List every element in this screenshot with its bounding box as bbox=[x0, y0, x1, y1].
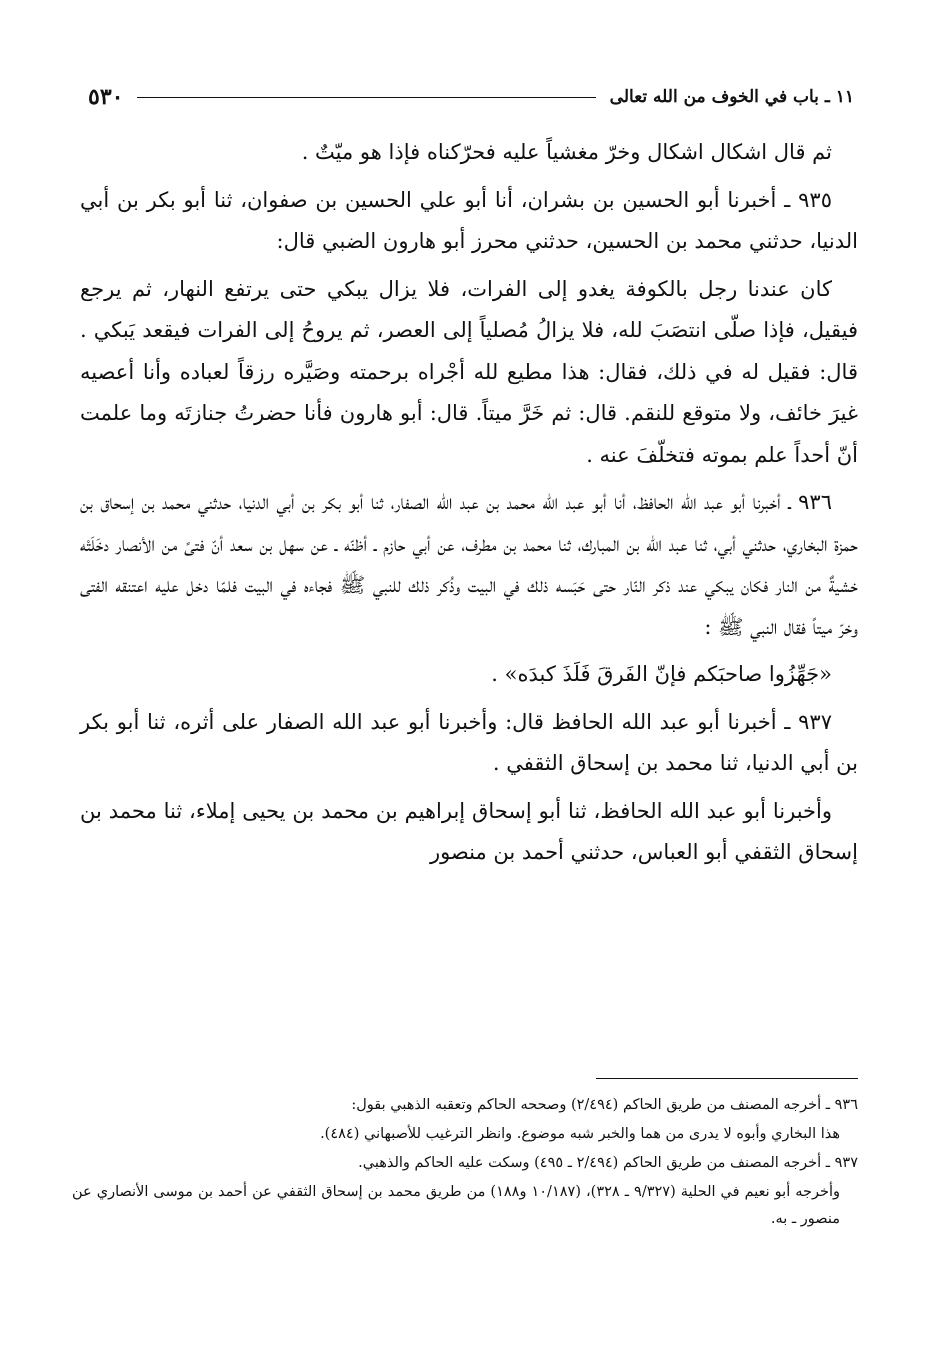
footnotes bbox=[72, 1092, 858, 1235]
hadith-937: ٩٣٧ ـ أخبرنا أبو عبد الله الحافظ قال: وأخبرنا أبو عبد الله الصفار على أثره، ثنا أبو بكر بن أبي الدنيا، ثنا محمد بن إسحاق الثقفي . bbox=[80, 709, 858, 775]
paragraph: وأخبرنا أبو عبد الله الحافظ، ثنا أبو إسحاق إبراهيم بن محمد بن يحيى إملاء، ثنا محمد بن إسحاق الثقفي أبو العباس، حدثني أحمد بن منصور bbox=[80, 798, 858, 864]
footnote-separator bbox=[596, 1078, 858, 1079]
prophetic-quote: «جَهِّزُوا صاحبَكم فإنّ الفَرقَ فَلَذَ كبدَه» . bbox=[491, 662, 832, 686]
chapter-title: ١١ ـ باب في الخوف من الله تعالى bbox=[609, 87, 854, 107]
hadith-935: ٩٣٥ ـ أخبرنا أبو الحسين بن بشران، أنا أبو علي الحسين بن صفوان، ثنا أبو بكر بن أبي الدنيا، حدثني محمد بن الحسين، حدثني محرز أبو هارون الضبي قال: bbox=[80, 187, 858, 253]
footnote-937-line-2: وأخرجه أبو نعيم في الحلية (٩/٣٢٧ ـ ٣٢٨)، (١٠/١٨٧ و١٨٨) من طريق محمد بن إسحاق الثقفي عن أحمد بن موسى الأنصاري عن منصور ـ به. bbox=[72, 1184, 840, 1227]
header-rule bbox=[137, 97, 595, 98]
main-text bbox=[80, 132, 858, 880]
footnote-936-line-2: هذا البخاري وأبوه لا يدرى من هما والخبر شبه موضوع. وانظر الترغيب للأصبهاني (٤٨٤). bbox=[320, 1126, 840, 1142]
footnote-937-line-1: ٩٣٧ ـ أخرجه المصنف من طريق الحاكم (٢/٤٩٤ ـ ٤٩٥) وسكت عليه الحاكم والذهبي. bbox=[358, 1155, 858, 1171]
footnote-936-line-1: ٩٣٦ ـ أخرجه المصنف من طريق الحاكم (٢/٤٩٤) وصححه الحاكم وتعقبه الذهبي بقول: bbox=[351, 1097, 858, 1113]
hadith-936: ٩٣٦ ـ أخبرنا أبو عبد الله الحافظ، أنا أبو عبد الله محمد بن عبد الله الصفار، ثنا أبو بكر بن أبي الدنيا، حدثني محمد بن إسحاق بن حمزة البخاري، حدثني أبي، ثنا عبد الله بن المبارك، ثنا محمد بن مطرف، عن أبي حازم ـ أظنّه ـ عن سهل بن سعد أنّ فتىً من الأنصار دخَلَتْه خشيةٌ من النار فكان يبكي عند ذكر النّار حتى حَبَسه ذلك في البيت وذُكر ذلك للنبي ﷺ فجاءه في البيت فلمّا دخل عليه اعتنقه الفتى وخرّ ميتاً فقال النبي ﷺ : bbox=[80, 490, 858, 639]
paragraph: كان عندنا رجل بالكوفة يغدو إلى الفرات، فلا يزال يبكي حتى يرتفع النهار، ثم يرجع فيقيل، فإذا صلّى انتصَبَ لله، فلا يزالُ مُصلياً إلى العصر، ثم يروحُ إلى الفرات فيقعد يَبكي . قال: فقيل له في ذلك، فقال: هذا مطيع لله أجْراه برحمته وصَيَّره رزقاً لعباده وأنا أعصيه غيرَ خائف، ولا متوقع للنقم. قال: ثم خَرَّ ميتاً. قال: أبو هارون فأنا حضرتُ جنازتَه وما علمت أنّ أحداً علم بموته فتخلّفَ عنه . bbox=[80, 276, 858, 467]
page-number: ٥٣٠ bbox=[88, 84, 124, 110]
page-header bbox=[88, 82, 854, 112]
paragraph: ثم قال اشكال اشكال وخرّ مغشياً عليه فحرّكناه فإذا هو ميّتٌ . bbox=[301, 140, 832, 164]
